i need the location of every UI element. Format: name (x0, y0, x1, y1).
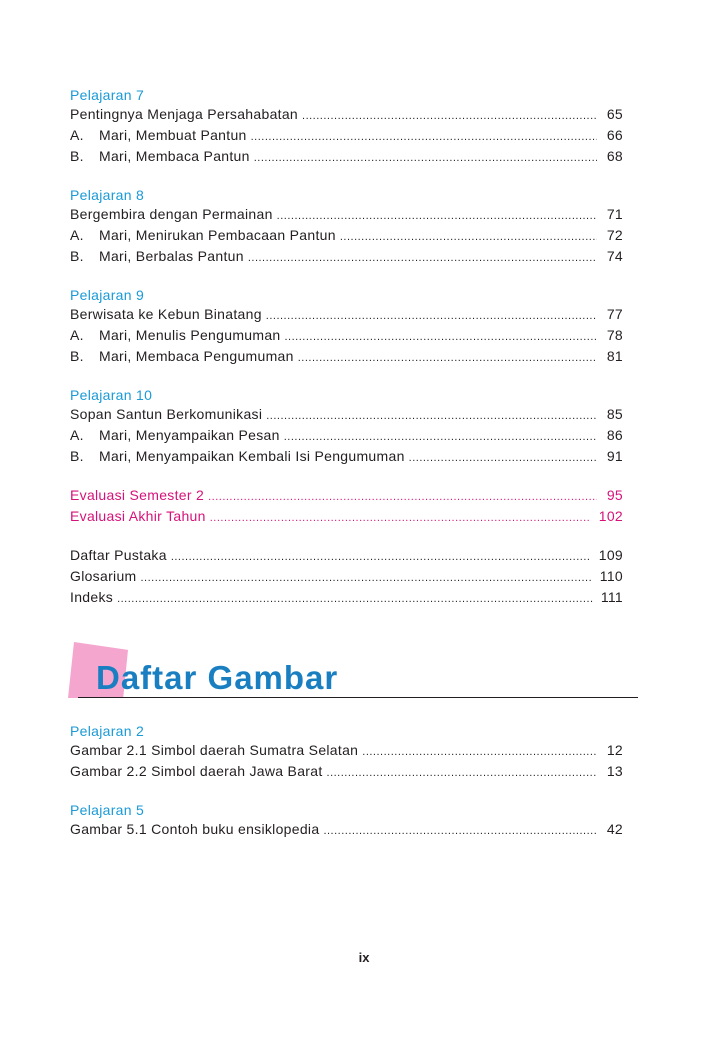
dot-leader (323, 822, 597, 841)
figures-section-pelajaran-2 (70, 722, 623, 783)
toc-entry[interactable] (70, 567, 623, 588)
entry-page: 102 (598, 508, 623, 524)
section-title: Pelajaran 5 (70, 802, 145, 818)
entry-page: 66 (606, 127, 623, 143)
toc-entry[interactable] (70, 588, 623, 609)
entry-title: Indeks (70, 589, 114, 605)
entry-page: 85 (606, 406, 623, 422)
entry-title: Mari, Berbalas Pantun (99, 248, 244, 264)
entry-page: 65 (606, 106, 623, 122)
dot-leader (362, 743, 597, 762)
toc-entry[interactable] (70, 426, 623, 447)
dot-leader (266, 307, 597, 326)
toc-section-evaluations (70, 486, 623, 528)
dot-leader (117, 590, 593, 609)
entry-title: Evaluasi Akhir Tahun (70, 508, 206, 524)
entry-page: 86 (606, 427, 623, 443)
toc-entry[interactable] (70, 546, 623, 567)
dot-leader (248, 249, 597, 268)
entry-letter: B. (70, 348, 84, 364)
section-title: Pelajaran 9 (70, 287, 145, 303)
toc-section-pelajaran-9 (70, 286, 623, 368)
toc-entry[interactable] (70, 447, 623, 468)
toc-entry[interactable] (70, 205, 623, 226)
entry-page: 81 (606, 348, 623, 364)
entry-title: Mari, Menyampaikan Pesan (99, 427, 280, 443)
entry-letter: B. (70, 248, 84, 264)
toc-entry[interactable] (70, 347, 623, 368)
entry-page: 74 (606, 248, 623, 264)
figures-heading: Daftar Gambar (96, 659, 339, 696)
entry-title: Glosarium (70, 568, 137, 584)
entry-title: Mari, Membuat Pantun (99, 127, 247, 143)
figures-heading-block (68, 642, 638, 702)
entry-page: 12 (606, 742, 623, 758)
entry-letter: A. (70, 127, 84, 143)
toc-entry-evaluation[interactable] (70, 486, 623, 507)
dot-leader (298, 349, 597, 368)
dot-leader (171, 548, 591, 567)
heading-divider (78, 697, 638, 698)
entry-page: 91 (606, 448, 623, 464)
entry-page: 68 (606, 148, 623, 164)
entry-title: Daftar Pustaka (70, 547, 167, 563)
toc-entry-evaluation[interactable] (70, 507, 623, 528)
entry-page: 71 (606, 206, 623, 222)
dot-leader (208, 488, 597, 507)
figure-entry[interactable] (70, 820, 623, 841)
entry-letter: B. (70, 448, 84, 464)
entry-title: Mari, Membaca Pengumuman (99, 348, 294, 364)
entry-title: Berwisata ke Kebun Binatang (70, 306, 262, 322)
dot-leader (302, 107, 597, 126)
toc-section-pelajaran-8 (70, 186, 623, 268)
entry-page: 77 (606, 306, 623, 322)
toc-entry[interactable] (70, 405, 623, 426)
dot-leader (327, 764, 597, 783)
dot-leader (251, 128, 597, 147)
dot-leader (284, 428, 597, 447)
toc-entry[interactable] (70, 326, 623, 347)
entry-letter: B. (70, 148, 84, 164)
table-of-contents (70, 86, 623, 627)
toc-section-pelajaran-7 (70, 86, 623, 168)
entry-title: Evaluasi Semester 2 (70, 487, 205, 503)
toc-entry[interactable] (70, 126, 623, 147)
toc-entry[interactable] (70, 226, 623, 247)
toc-entry[interactable] (70, 105, 623, 126)
figure-entry[interactable] (70, 741, 623, 762)
entry-title: Mari, Menulis Pengumuman (99, 327, 281, 343)
entry-title: Bergembira dengan Permainan (70, 206, 273, 222)
entry-title: Mari, Membaca Pantun (99, 148, 250, 164)
entry-letter: A. (70, 427, 84, 443)
section-title: Pelajaran 2 (70, 723, 145, 739)
entry-title: Pentingnya Menjaga Persahabatan (70, 106, 299, 122)
toc-entry[interactable] (70, 247, 623, 268)
dot-leader (285, 328, 598, 347)
entry-page: 95 (606, 487, 623, 503)
toc-entry[interactable] (70, 305, 623, 326)
entry-letter: A. (70, 327, 84, 343)
entry-page: 72 (606, 227, 623, 243)
entry-title: Sopan Santun Berkomunikasi (70, 406, 263, 422)
section-title: Pelajaran 8 (70, 187, 145, 203)
dot-leader (409, 449, 597, 468)
entry-page: 42 (606, 821, 623, 837)
entry-title: Mari, Menyampaikan Kembali Isi Pengumuman (99, 448, 405, 464)
entry-title: Gambar 2.1 Simbol daerah Sumatra Selatan (70, 742, 359, 758)
toc-section-pelajaran-10 (70, 386, 623, 468)
figures-section-pelajaran-5 (70, 801, 623, 841)
toc-section-back-matter (70, 546, 623, 609)
dot-leader (266, 407, 597, 426)
entry-title: Gambar 2.2 Simbol daerah Jawa Barat (70, 763, 323, 779)
entry-title: Gambar 5.1 Contoh buku ensiklopedia (70, 821, 320, 837)
section-title: Pelajaran 7 (70, 87, 145, 103)
section-title: Pelajaran 10 (70, 387, 153, 403)
entry-title: Mari, Menirukan Pembacaan Pantun (99, 227, 336, 243)
dot-leader (141, 569, 592, 588)
entry-page: 109 (598, 547, 623, 563)
entry-page: 13 (606, 763, 623, 779)
page-number: ix (358, 950, 370, 965)
toc-entry[interactable] (70, 147, 623, 168)
dot-leader (340, 228, 597, 247)
entry-letter: A. (70, 227, 84, 243)
figure-entry[interactable] (70, 762, 623, 783)
entry-page: 78 (606, 327, 623, 343)
entry-page: 110 (599, 568, 623, 584)
dot-leader (210, 509, 591, 528)
entry-page: 111 (600, 589, 623, 605)
dot-leader (277, 207, 597, 226)
dot-leader (254, 149, 597, 168)
list-of-figures (70, 722, 623, 859)
